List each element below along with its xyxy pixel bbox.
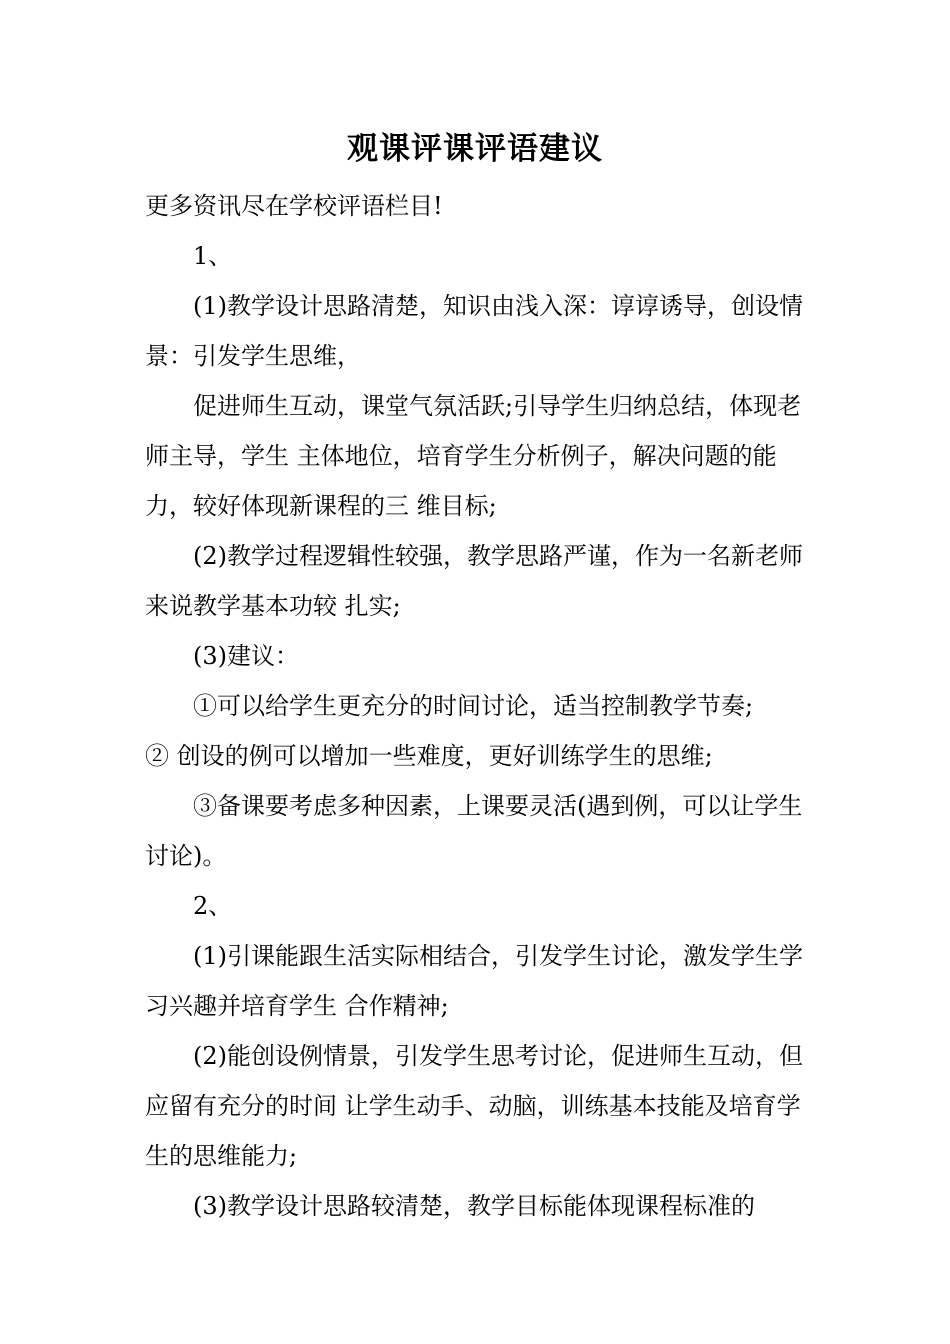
paragraph-1-1-continued: 促进师生互动，课堂气氛活跃;引导学生归纳总结，体现老师主导，学生 主体地位，培育学生分析例子，解决问题的能力，较好体现新课程的三 维目标;: [145, 392, 802, 520]
document-body: [145, 181, 811, 1231]
paragraph-1-2: (2)教学过程逻辑性较强，教学思路严谨，作为一名新老师来说教学基本功较 扎实;: [145, 542, 803, 620]
paragraph-2-3: (3)教学设计思路较清楚，教学目标能体现课程标准的: [193, 1192, 755, 1220]
paragraph-suggestion-2: ② 创设的例可以增加一些难度，更好训练学生的思维;: [145, 742, 713, 770]
paragraph-intro: 更多资讯尽在学校评语栏目!: [145, 192, 443, 220]
paragraph-2-2: (2)能创设例情景，引发学生思考讨论，促进师生互动，但应留有充分的时间 让学生动手、动脑，训练基本技能及培育学生的思维能力;: [145, 1042, 803, 1170]
paragraph-2-1: (1)引课能跟生活实际相结合，引发学生讨论，激发学生学习兴趣并培育学生 合作精神;: [145, 942, 803, 1020]
paragraph-section-1-heading: 1、: [193, 242, 233, 270]
paragraph-section-2-heading: 2、: [193, 892, 233, 920]
paragraph-suggestion-3: ③备课要考虑多种因素，上课要灵活(遇到例，可以让学生讨论)。: [145, 792, 803, 870]
paragraph-suggestion-1: ①可以给学生更充分的时间讨论，适当控制教学节奏;: [193, 692, 754, 720]
paragraph-1-3-heading: (3)建议：: [193, 642, 299, 670]
paragraph-1-1: (1)教学设计思路清楚，知识由浅入深：谆谆诱导，创设情景：引发学生思维，: [145, 292, 803, 370]
document-title: 观课评课评语建议: [347, 131, 603, 167]
